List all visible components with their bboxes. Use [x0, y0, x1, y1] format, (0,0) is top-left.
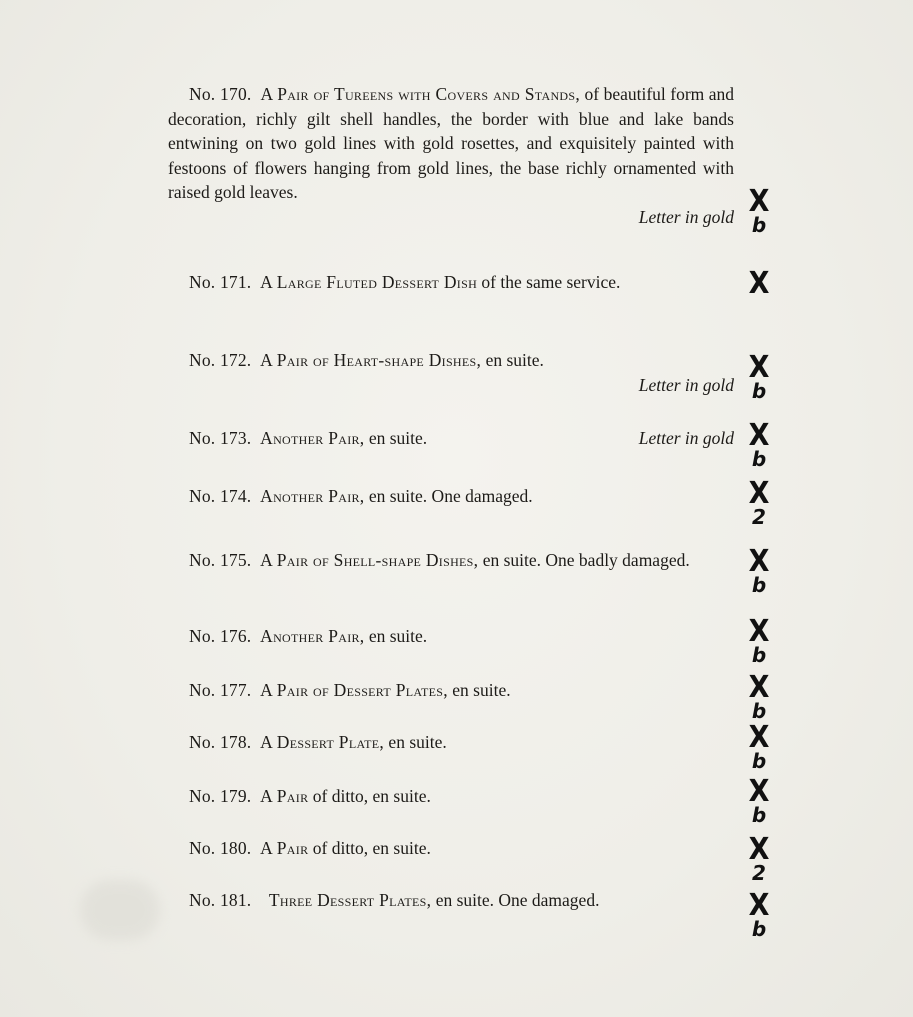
lot-171 — [168, 270, 734, 295]
lot-title: A Dessert Plate, — [260, 732, 385, 752]
lot-172 — [168, 348, 734, 397]
margin-mark-181: X b — [748, 888, 770, 941]
lot-176 — [168, 624, 734, 649]
lot-note: Letter in gold — [638, 206, 734, 227]
lot-number: No. 181. — [189, 890, 252, 910]
lot-title: A Pair of Dessert Plates, — [260, 680, 448, 700]
lot-title: A Pair of Tureens with Covers and Stands, — [260, 84, 581, 104]
lot-number: No. 170. — [189, 84, 252, 104]
margin-mark-180: X 2 — [748, 832, 770, 885]
margin-mark-175: X b — [748, 544, 770, 597]
lot-note: Letter in gold — [638, 374, 734, 395]
margin-mark-179: X b — [748, 774, 770, 827]
lot-170 — [168, 82, 734, 229]
lot-description: en suite. — [388, 732, 447, 752]
margin-mark-177: X b — [748, 670, 770, 723]
lot-174 — [168, 484, 734, 509]
margin-mark-176: X b — [748, 614, 770, 667]
margin-mark-170: X b — [748, 184, 770, 237]
lot-180 — [168, 836, 734, 861]
lot-title: A Pair — [260, 838, 309, 858]
margin-mark-172: X b — [748, 350, 770, 403]
lot-173 — [168, 426, 734, 451]
lot-title: Another Pair, — [260, 428, 365, 448]
lot-description: of ditto, en suite. — [312, 786, 431, 806]
lot-description: en suite. — [368, 626, 428, 646]
lot-number: No. 180. — [189, 838, 252, 858]
lot-178 — [168, 730, 734, 755]
lot-number: No. 171. — [189, 272, 252, 292]
lot-181 — [168, 888, 734, 913]
lot-title: Another Pair, — [260, 486, 365, 506]
lot-description: en suite. — [452, 680, 511, 700]
lot-179 — [168, 784, 734, 809]
lot-title: A Pair of Shell-shape Dishes, — [260, 550, 479, 570]
lot-number: No. 176. — [189, 626, 252, 646]
margin-mark-174: X 2 — [748, 476, 770, 529]
lot-number: No. 179. — [189, 786, 252, 806]
paper-stain — [80, 880, 160, 940]
lot-description: en suite. One badly damaged. — [482, 550, 690, 570]
lot-number: No. 173. — [189, 428, 252, 448]
lot-175 — [168, 548, 734, 573]
margin-mark-171: X — [748, 266, 770, 301]
lot-description: en suite. One damaged. — [368, 486, 533, 506]
lot-note: Letter in gold — [638, 428, 734, 448]
lot-description: en suite. — [368, 428, 428, 448]
lot-description: en suite. — [485, 350, 544, 370]
lot-number: No. 177. — [189, 680, 252, 700]
lot-title: A Pair — [260, 786, 309, 806]
lot-description: of beautiful form and decoration, richly gilt shell handles, the border with blue and lake bands entwining on two gold lines with gold rosettes, and exquisitely painted with festoons of flowers hanging from gold lines, the base richly ornamented with raised gold leaves. — [168, 84, 735, 202]
lot-description: of ditto, en suite. — [312, 838, 431, 858]
lot-number: No. 178. — [189, 732, 252, 752]
lot-title: Another Pair, — [260, 626, 365, 646]
lot-title: A Pair of Heart-shape Dishes, — [260, 350, 482, 370]
lot-number: No. 175. — [189, 550, 252, 570]
lot-title: A Large Fluted Dessert Dish — [260, 272, 478, 292]
lot-number: No. 172. — [189, 350, 252, 370]
lot-number: No. 174. — [189, 486, 252, 506]
lot-description: en suite. One damaged. — [435, 890, 600, 910]
margin-mark-173: X b — [748, 418, 770, 471]
lot-description: of the same service. — [481, 272, 621, 292]
lot-title: Three Dessert Plates, — [268, 890, 432, 910]
margin-mark-178: X b — [748, 720, 770, 773]
lot-177 — [168, 678, 734, 703]
